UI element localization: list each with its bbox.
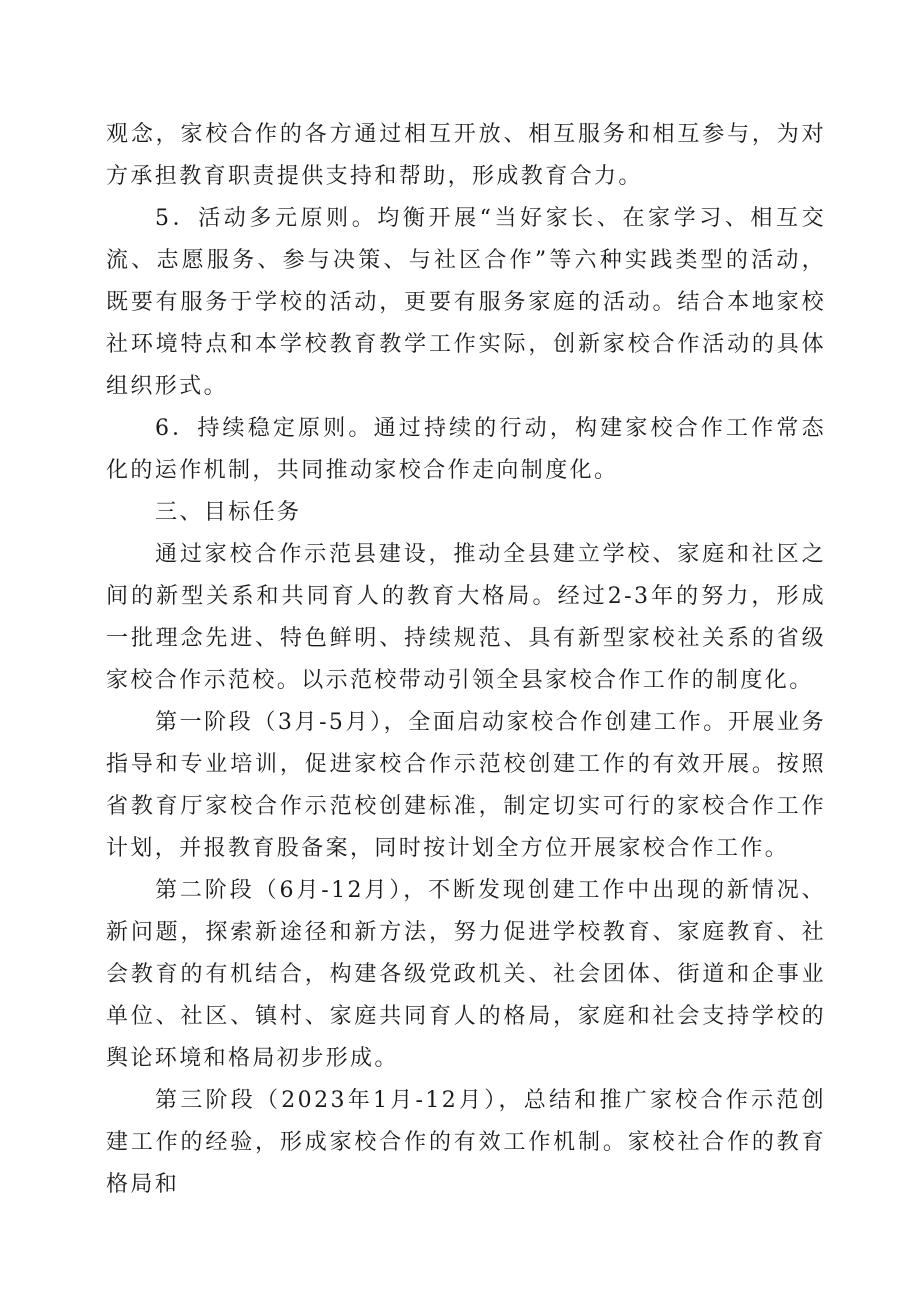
- paragraph-stage-2: 第二阶段（6月-12月），不断发现创建工作中出现的新情况、新问题，探索新途径和新方法，努力促进学校教育、家庭教育、社会教育的有机结合，构建各级党政机关、社会团体、街道和企事业单位、社区、镇村、家庭共同育人的格局，家庭和社会支持学校的舆论环境和格局初步形成。: [106, 878, 826, 1071]
- paragraph-stage-3: 第三阶段（2023年1月-12月），总结和推广家校合作示范创建工作的经验，形成家校合作的有效工作机制。家校社合作的教育格局和: [106, 1088, 826, 1197]
- paragraph-continuation: 观念，家校合作的各方通过相互开放、相互服务和相互参与，为对方承担教育职责提供支持和帮助，形成教育合力。: [106, 122, 826, 189]
- paragraph-stage-1: 第一阶段（3月-5月），全面启动家校合作创建工作。开展业务指导和专业培训，促进家校合作示范校创建工作的有效开展。按照省教育厅家校合作示范校创建标准，制定切实可行的家校合作工作计划，并报教育股备案，同时按计划全方位开展家校合作工作。: [106, 710, 826, 861]
- paragraph-principle-6: 6．持续稳定原则。通过持续的行动，构建家校合作工作常态化的运作机制，共同推动家校合作走向制度化。: [106, 416, 826, 483]
- paragraph-goals: 通过家校合作示范县建设，推动全县建立学校、家庭和社区之间的新型关系和共同育人的教育大格局。经过2-3年的努力，形成一批理念先进、特色鲜明、持续规范、具有新型家校社关系的省级家校合作示范校。以示范校带动引领全县家校合作工作的制度化。: [106, 542, 826, 693]
- paragraph-principle-5: 5．活动多元原则。均衡开展“当好家长、在家学习、相互交流、志愿服务、参与决策、与社区合作”等六种实践类型的活动，既要有服务于学校的活动，更要有服务家庭的活动。结合本地家校社环境特点和本学校教育教学工作实际，创新家校合作活动的具体组织形式。: [106, 206, 826, 399]
- section-heading-goals: 三、目标任务: [155, 500, 302, 525]
- document-body: [106, 114, 826, 1206]
